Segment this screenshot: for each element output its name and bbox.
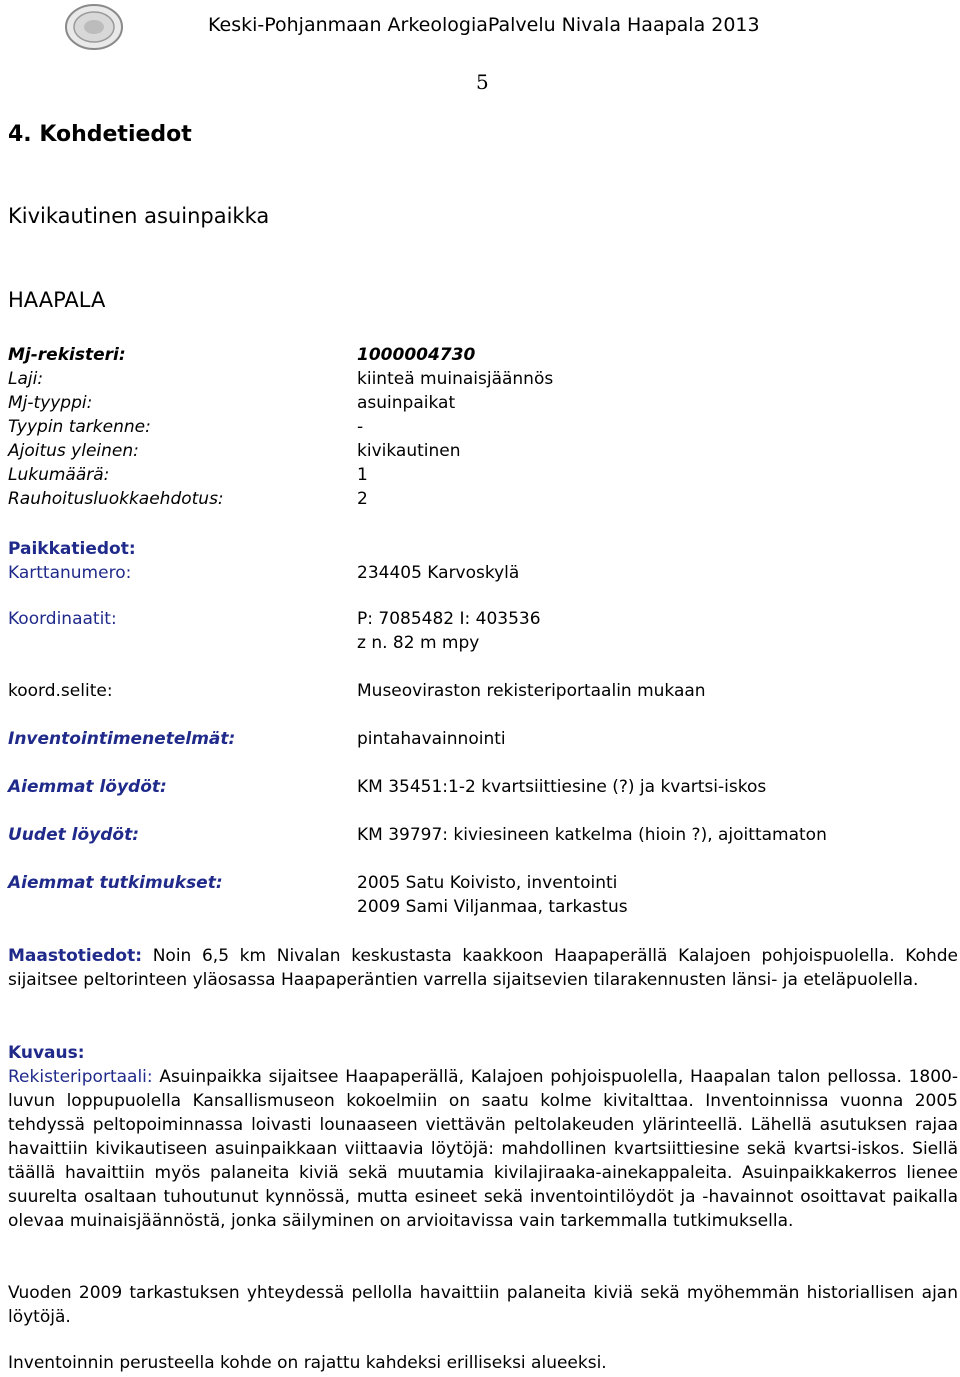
registry-label-7: Rauhoitusluokkaehdotus: — [8, 489, 224, 509]
previous-research-1: 2005 Satu Koivisto, inventointi — [357, 873, 618, 893]
registry-label-3: Mj-tyyppi: — [8, 393, 93, 413]
registry-value-3: asuinpaikat — [357, 393, 456, 413]
registry-label-2: Laji: — [8, 369, 44, 389]
previous-research-2: 2009 Sami Viljanmaa, tarkastus — [357, 897, 628, 917]
new-finds-label: Uudet löydöt: — [8, 825, 140, 845]
registry-label-5: Ajoitus yleinen: — [8, 441, 139, 461]
map-number-label: Karttanumero: — [8, 563, 132, 583]
location-heading: Paikkatiedot: — [8, 539, 136, 559]
registry-value-5: kivikautinen — [357, 441, 461, 461]
registry-value-7: 2 — [357, 489, 368, 509]
site-heading: HAAPALA — [8, 288, 106, 312]
terrain-label: Maastotiedot: — [8, 946, 143, 966]
description-paragraph-3: Inventoinnin perusteella kohde on rajattu kahdeksi erilliseksi alueeksi. — [8, 1353, 607, 1373]
coord-note-value: Museoviraston rekisteriportaalin mukaan — [357, 681, 706, 701]
terrain-text: Noin 6,5 km Nivalan keskustasta kaakkoon Haapaperällä Kalajoen pohjoispuolella. Kohde sijaitsee peltorinteen yläosassa Haapaperäntien varrella sijaitsevien tilarakennusten länsi- ja eteläpuolella. — [8, 946, 958, 990]
methods-label: Inventointimenetelmät: — [8, 729, 236, 749]
section-heading: Kivikautinen asuinpaikka — [8, 204, 270, 228]
source-label: Rekisteriportaali: — [8, 1067, 153, 1087]
previous-research-label: Aiemmat tutkimukset: — [8, 873, 223, 893]
running-header: Keski-Pohjanmaan ArkeologiaPalvelu Nivala Haapala 2013 — [208, 14, 760, 36]
methods-value: pintahavainnointi — [357, 729, 506, 749]
description-paragraph — [8, 1065, 958, 1233]
chapter-heading: 4. Kohdetiedot — [8, 122, 192, 147]
elevation-value: z n. 82 m mpy — [357, 633, 480, 653]
registry-label-6: Lukumäärä: — [8, 465, 110, 485]
previous-finds-value: KM 35451:1-2 kvartsiittiesine (?) ja kvartsi-iskos — [357, 777, 767, 797]
previous-finds-label: Aiemmat löydöt: — [8, 777, 167, 797]
description-paragraph-2: Vuoden 2009 tarkastuksen yhteydessä pellolla havaittiin palaneita kiviä sekä myöhemmän historiallisen ajan löytöjä. — [8, 1283, 958, 1327]
terrain-paragraph — [8, 944, 958, 992]
map-number-value: 234405 Karvoskylä — [357, 563, 520, 583]
seal-logo-icon — [58, 2, 130, 52]
description-text: Asuinpaikka sijaitsee Haapaperällä, Kalajoen pohjoispuolella, Haapalan talon pellossa. 1800-luvun loppupuolella Kansallismuseon kokoelmiin on saatu kolme kivitalttaa. Inventoinnissa vuonna 2005 tehdyssä peltopoiminnassa loivasti lounaaseen viettävän peltolakeuden ylärinteellä. Lähellä asutuksen rajaa havaittiin kivikautiseen asuinpaikkaan viittaavia löytöjä: mahdollinen kvartsiittiesine sekä kvartsi-iskos. Siellä täällä havaittiin myös palaneita kiviä sekä muutamia kivilajiraaka-ainekappaleita. Asuinpaikkakerros lienee suurelta osaltaan tuhoutunut kynnössä, mutta esineet sekä inventointilöydöt ja -havainnot osoittavat paikalla olevaa muinaisjäännöstä, jonka säilyminen on arvioitavissa vain tarkemmalla tutkimuksella. — [8, 1067, 958, 1231]
registry-label-1: Mj-rekisteri: — [8, 345, 126, 365]
registry-value-1: 1000004730 — [357, 345, 476, 365]
registry-value-2: kiinteä muinaisjäännös — [357, 369, 554, 389]
page-number: 5 — [476, 70, 489, 94]
new-finds-value: KM 39797: kiviesineen katkelma (hioin ?), ajoittamaton — [357, 825, 827, 845]
description-label: Kuvaus: — [8, 1043, 85, 1063]
coordinates-value: P: 7085482 I: 403536 — [357, 609, 541, 629]
registry-value-4: - — [357, 417, 364, 437]
coord-note-label: koord.selite: — [8, 681, 113, 701]
registry-value-6: 1 — [357, 465, 368, 485]
registry-label-4: Tyypin tarkenne: — [8, 417, 151, 437]
coordinates-label: Koordinaatit: — [8, 609, 117, 629]
